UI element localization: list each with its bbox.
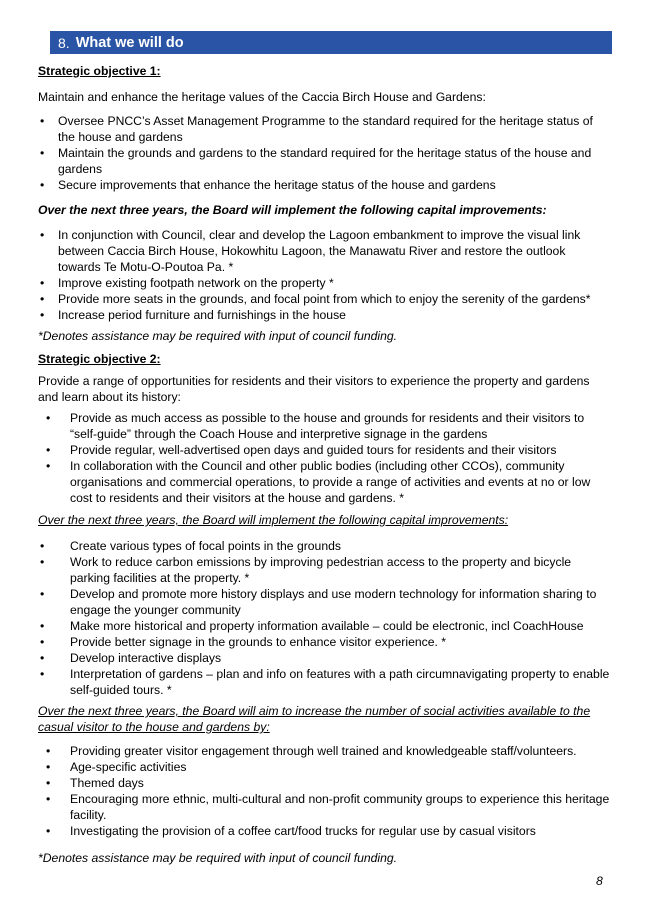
bullet-icon: • bbox=[40, 276, 45, 290]
bullet-icon: • bbox=[46, 760, 51, 774]
list-item: • Work to reduce carbon emissions by improving pedestrian access to the property and bicycle parking facilities at the property. * bbox=[40, 555, 572, 585]
objective-2-heading: Strategic objective 2: bbox=[38, 352, 161, 366]
list-item: • Provide better signage in the grounds to enhance visitor experience. * bbox=[40, 635, 447, 649]
objective-1-intro: Maintain and enhance the heritage values of the Caccia Birch House and Gardens: bbox=[38, 90, 486, 104]
objective-2-bullet-list bbox=[38, 410, 610, 506]
objective-1-bullet-list bbox=[38, 113, 610, 193]
list-item: • Develop and promote more history displays and use modern technology for information sharing to engage the younger community bbox=[40, 587, 597, 617]
bullet-icon: • bbox=[46, 744, 51, 758]
list-item: • Increase period furniture and furnishings in the house bbox=[40, 308, 346, 322]
bullet-icon: • bbox=[40, 114, 45, 128]
list-item: • Create various types of focal points in the grounds bbox=[40, 539, 341, 553]
bullet-icon: • bbox=[40, 587, 45, 601]
objective-1-heading: Strategic objective 1: bbox=[38, 64, 161, 78]
objective-1-capital-list bbox=[38, 227, 610, 323]
bullet-icon: • bbox=[46, 776, 51, 790]
bullet-icon: • bbox=[40, 146, 45, 160]
bullet-icon: • bbox=[40, 228, 45, 242]
list-item: • Themed days bbox=[46, 776, 144, 790]
list-item: • Provide more seats in the grounds, and focal point from which to enjoy the serenity of the gardens* bbox=[40, 292, 591, 306]
bullet-icon: • bbox=[40, 178, 45, 192]
objective-1-funding-note: *Denotes assistance may be required with input of council funding. bbox=[38, 329, 398, 343]
list-item: • In conjunction with Council, clear and develop the Lagoon embankment to improve the visual link between Caccia Birch House, Hokowhitu Lagoon, the Manawatu River and restore the outlook towards Te Motu-O-Poutoa Pa. * bbox=[40, 228, 581, 274]
list-item: • Provide as much access as possible to the house and grounds for residents and their visitors to “self-guide” through the Coach House and interpretive signage in the gardens bbox=[46, 411, 585, 441]
bullet-icon: • bbox=[40, 667, 45, 681]
list-item: • Encouraging more ethnic, multi-cultural and non-profit community groups to experience this heritage facility. bbox=[46, 792, 610, 822]
list-item: • Age-specific activities bbox=[46, 760, 187, 774]
list-item: • Secure improvements that enhance the heritage status of the house and gardens bbox=[40, 178, 496, 192]
bullet-icon: • bbox=[40, 539, 45, 553]
list-item: • In collaboration with the Council and other public bodies (including other CCOs), community organisations and commercial operations, to provide a range of activities and events at no or low cost to residents and their visitors at the house and gardens. * bbox=[46, 459, 591, 505]
bullet-icon: • bbox=[40, 619, 45, 633]
bullet-icon: • bbox=[46, 824, 51, 838]
section-header-bar bbox=[50, 31, 612, 54]
list-item: • Providing greater visitor engagement through well trained and knowledgeable staff/volunteers. bbox=[46, 744, 577, 758]
list-item: • Investigating the provision of a coffee cart/food trucks for regular use by casual visitors bbox=[46, 824, 536, 838]
list-item: • Develop interactive displays bbox=[40, 651, 222, 665]
list-item: • Interpretation of gardens – plan and info on features with a path circumnavigating property to enable self-guided tours. * bbox=[40, 667, 610, 697]
bullet-icon: • bbox=[46, 459, 51, 473]
list-item: • Make more historical and property information available – could be electronic, incl CoachHouse bbox=[40, 619, 584, 633]
objective-2-capital-heading: Over the next three years, the Board will implement the following capital improvements: bbox=[38, 513, 509, 527]
objective-2-capital-list bbox=[38, 538, 610, 698]
bullet-icon: • bbox=[40, 651, 45, 665]
bullet-icon: • bbox=[46, 792, 51, 806]
bullet-icon: • bbox=[46, 443, 51, 457]
objective-1-capital-heading: Over the next three years, the Board will implement the following capital improvements: bbox=[38, 203, 547, 217]
bullet-icon: • bbox=[40, 555, 45, 569]
list-item: • Improve existing footpath network on the property * bbox=[40, 276, 334, 290]
bullet-icon: • bbox=[40, 292, 45, 306]
bullet-icon: • bbox=[46, 411, 51, 425]
objective-2-intro: Provide a range of opportunities for residents and their visitors to experience the property and gardens and learn about its history: bbox=[38, 374, 590, 404]
bullet-icon: • bbox=[40, 308, 45, 322]
list-item: • Maintain the grounds and gardens to the standard required for the heritage status of the house and gardens bbox=[40, 146, 592, 176]
objective-2-social-heading: Over the next three years, the Board will aim to increase the number of social activities available to the casual visitor to the house and gardens by: bbox=[38, 704, 591, 734]
list-item: • Oversee PNCC’s Asset Management Programme to the standard required for the heritage status of the house and gardens bbox=[40, 114, 593, 144]
bullet-icon: • bbox=[40, 635, 45, 649]
section-number: 8. bbox=[58, 34, 70, 51]
section-title: What we will do bbox=[75, 34, 184, 51]
objective-2-social-list bbox=[38, 743, 610, 839]
page-number: 8 bbox=[596, 874, 603, 888]
objective-2-funding-note: *Denotes assistance may be required with input of council funding. bbox=[38, 851, 398, 865]
list-item: • Provide regular, well-advertised open days and guided tours for residents and their visitors bbox=[46, 443, 557, 457]
